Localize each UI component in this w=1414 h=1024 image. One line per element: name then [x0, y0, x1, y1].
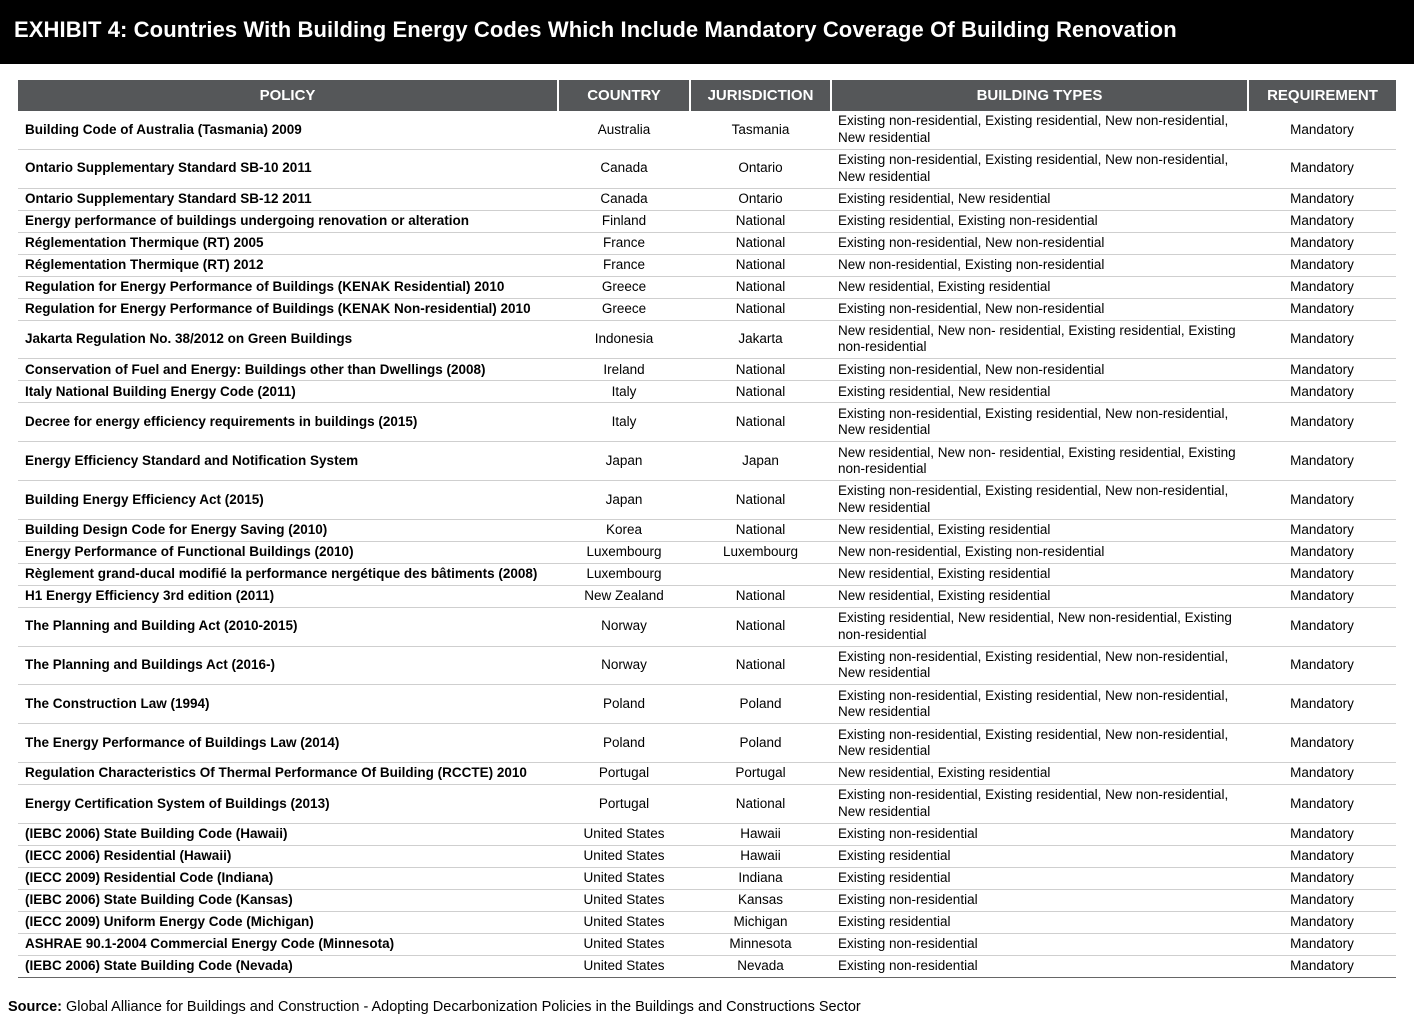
country-cell: Greece [558, 276, 690, 298]
jurisdiction-cell: Tasmania [690, 111, 831, 149]
jurisdiction-cell: Japan [690, 442, 831, 481]
requirement-cell: Mandatory [1248, 519, 1396, 541]
building-types-cell: Existing non-residential, New non-residential [831, 359, 1248, 381]
building-types-cell: Existing residential, New residential, New non-residential, Existing non-residential [831, 607, 1248, 646]
table-row [18, 320, 1396, 359]
requirement-cell: Mandatory [1248, 403, 1396, 442]
building-types-cell: Existing non-residential, New non-residential [831, 298, 1248, 320]
source-label: Source: [8, 999, 62, 1015]
requirement-cell: Mandatory [1248, 480, 1396, 519]
table-row [18, 845, 1396, 867]
policy-cell: Conservation of Fuel and Energy: Buildings other than Dwellings (2008) [18, 359, 558, 381]
jurisdiction-cell: National [690, 232, 831, 254]
table-row [18, 646, 1396, 685]
jurisdiction-cell: Minnesota [690, 933, 831, 955]
country-cell: United States [558, 867, 690, 889]
building-types-cell: Existing non-residential, Existing residential, New non-residential, New residential [831, 403, 1248, 442]
table-row [18, 403, 1396, 442]
policy-cell: Energy Performance of Functional Buildings (2010) [18, 541, 558, 563]
building-types-cell: Existing non-residential, Existing residential, New non-residential, New residential [831, 724, 1248, 763]
table-row [18, 298, 1396, 320]
building-types-cell: Existing non-residential [831, 933, 1248, 955]
building-types-cell: Existing non-residential, New non-residential [831, 232, 1248, 254]
requirement-cell: Mandatory [1248, 607, 1396, 646]
policy-cell: The Planning and Buildings Act (2016-) [18, 646, 558, 685]
table-row [18, 254, 1396, 276]
table-row [18, 685, 1396, 724]
jurisdiction-cell: National [690, 480, 831, 519]
page-title: EXHIBIT 4: Countries With Building Energy Codes Which Include Mandatory Coverage Of Building Renovation [14, 17, 1177, 42]
country-cell: United States [558, 933, 690, 955]
country-cell: Portugal [558, 762, 690, 784]
table-row [18, 359, 1396, 381]
table-row [18, 911, 1396, 933]
requirement-cell: Mandatory [1248, 724, 1396, 763]
policy-cell: (IEBC 2006) State Building Code (Kansas) [18, 889, 558, 911]
building-types-cell: Existing non-residential [831, 955, 1248, 977]
policy-cell: Regulation for Energy Performance of Buildings (KENAK Non-residential) 2010 [18, 298, 558, 320]
policy-cell: (IEBC 2006) State Building Code (Nevada) [18, 955, 558, 977]
header-country: COUNTRY [558, 80, 690, 111]
title-bar [0, 0, 1414, 64]
policy-cell: Règlement grand-ducal modifié la performance nergétique des bâtiments (2008) [18, 563, 558, 585]
country-cell: Indonesia [558, 320, 690, 359]
table-row [18, 210, 1396, 232]
jurisdiction-cell: National [690, 210, 831, 232]
policy-cell: Decree for energy efficiency requirements in buildings (2015) [18, 403, 558, 442]
country-cell: Finland [558, 210, 690, 232]
table-row [18, 889, 1396, 911]
table-row [18, 541, 1396, 563]
requirement-cell: Mandatory [1248, 889, 1396, 911]
country-cell: Greece [558, 298, 690, 320]
requirement-cell: Mandatory [1248, 320, 1396, 359]
table-row [18, 607, 1396, 646]
requirement-cell: Mandatory [1248, 210, 1396, 232]
source-text: Global Alliance for Buildings and Construction - Adopting Decarbonization Policies in the Buildings and Constructions Sector [66, 999, 861, 1015]
policy-cell: Energy Efficiency Standard and Notification System [18, 442, 558, 481]
policy-cell: (IECC 2009) Residential Code (Indiana) [18, 867, 558, 889]
policy-cell: (IECC 2006) Residential (Hawaii) [18, 845, 558, 867]
building-types-cell: New residential, Existing residential [831, 762, 1248, 784]
country-cell: Canada [558, 149, 690, 188]
building-types-cell: Existing non-residential, Existing residential, New non-residential, New residential [831, 149, 1248, 188]
jurisdiction-cell: National [690, 254, 831, 276]
country-cell: Poland [558, 685, 690, 724]
country-cell: United States [558, 911, 690, 933]
country-cell: Poland [558, 724, 690, 763]
requirement-cell: Mandatory [1248, 298, 1396, 320]
header-requirement: REQUIREMENT [1248, 80, 1396, 111]
jurisdiction-cell: National [690, 276, 831, 298]
table-row [18, 867, 1396, 889]
table-row [18, 519, 1396, 541]
jurisdiction-cell: Nevada [690, 955, 831, 977]
building-types-cell: Existing residential [831, 845, 1248, 867]
table-row [18, 724, 1396, 763]
building-types-cell: Existing non-residential, Existing residential, New non-residential, New residential [831, 784, 1248, 823]
jurisdiction-cell: Kansas [690, 889, 831, 911]
requirement-cell: Mandatory [1248, 955, 1396, 977]
table-row [18, 933, 1396, 955]
requirement-cell: Mandatory [1248, 276, 1396, 298]
jurisdiction-cell: National [690, 607, 831, 646]
table-row [18, 276, 1396, 298]
header-policy: POLICY [18, 80, 558, 111]
jurisdiction-cell: National [690, 585, 831, 607]
building-types-cell: New residential, Existing residential [831, 585, 1248, 607]
requirement-cell: Mandatory [1248, 685, 1396, 724]
policy-cell: Ontario Supplementary Standard SB-12 2011 [18, 188, 558, 210]
building-types-cell: Existing residential, Existing non-residential [831, 210, 1248, 232]
country-cell: France [558, 254, 690, 276]
jurisdiction-cell: Hawaii [690, 845, 831, 867]
country-cell: Japan [558, 442, 690, 481]
policy-cell: The Energy Performance of Buildings Law (2014) [18, 724, 558, 763]
requirement-cell: Mandatory [1248, 585, 1396, 607]
country-cell: United States [558, 845, 690, 867]
policy-cell: (IECC 2009) Uniform Energy Code (Michigan) [18, 911, 558, 933]
policy-cell: Regulation for Energy Performance of Buildings (KENAK Residential) 2010 [18, 276, 558, 298]
building-types-cell: Existing non-residential, Existing residential, New non-residential, New residential [831, 480, 1248, 519]
policy-cell: Energy performance of buildings undergoing renovation or alteration [18, 210, 558, 232]
policy-cell: Italy National Building Energy Code (2011) [18, 381, 558, 403]
requirement-cell: Mandatory [1248, 188, 1396, 210]
jurisdiction-cell: Luxembourg [690, 541, 831, 563]
table-row [18, 823, 1396, 845]
jurisdiction-cell: Poland [690, 724, 831, 763]
requirement-cell: Mandatory [1248, 845, 1396, 867]
source-note [8, 999, 861, 1015]
country-cell: Italy [558, 381, 690, 403]
jurisdiction-cell: Ontario [690, 149, 831, 188]
table-header-row [18, 80, 1396, 111]
country-cell: Norway [558, 607, 690, 646]
building-types-cell: New residential, New non- residential, Existing residential, Existing non-residential [831, 320, 1248, 359]
building-types-cell: Existing non-residential, Existing residential, New non-residential, New residential [831, 646, 1248, 685]
jurisdiction-cell: Hawaii [690, 823, 831, 845]
country-cell: Ireland [558, 359, 690, 381]
requirement-cell: Mandatory [1248, 933, 1396, 955]
country-cell: United States [558, 823, 690, 845]
policy-cell: H1 Energy Efficiency 3rd edition (2011) [18, 585, 558, 607]
jurisdiction-cell: Portugal [690, 762, 831, 784]
jurisdiction-cell: Jakarta [690, 320, 831, 359]
jurisdiction-cell: National [690, 298, 831, 320]
requirement-cell: Mandatory [1248, 254, 1396, 276]
jurisdiction-cell: Michigan [690, 911, 831, 933]
country-cell: Australia [558, 111, 690, 149]
country-cell: Korea [558, 519, 690, 541]
country-cell: United States [558, 955, 690, 977]
country-cell: Norway [558, 646, 690, 685]
policy-cell: Regulation Characteristics Of Thermal Performance Of Building (RCCTE) 2010 [18, 762, 558, 784]
jurisdiction-cell [690, 563, 831, 585]
country-cell: United States [558, 889, 690, 911]
requirement-cell: Mandatory [1248, 381, 1396, 403]
header-jurisdiction: JURISDICTION [690, 80, 831, 111]
requirement-cell: Mandatory [1248, 359, 1396, 381]
requirement-cell: Mandatory [1248, 823, 1396, 845]
policy-cell: Building Code of Australia (Tasmania) 2009 [18, 111, 558, 149]
policy-cell: ASHRAE 90.1-2004 Commercial Energy Code (Minnesota) [18, 933, 558, 955]
policy-cell: Energy Certification System of Buildings (2013) [18, 784, 558, 823]
jurisdiction-cell: National [690, 784, 831, 823]
requirement-cell: Mandatory [1248, 646, 1396, 685]
jurisdiction-cell: Ontario [690, 188, 831, 210]
table-row [18, 232, 1396, 254]
building-types-cell: New non-residential, Existing non-residential [831, 541, 1248, 563]
building-types-cell: Existing non-residential, Existing residential, New non-residential, New residential [831, 111, 1248, 149]
building-types-cell: Existing residential, New residential [831, 188, 1248, 210]
building-types-cell: Existing residential [831, 867, 1248, 889]
requirement-cell: Mandatory [1248, 149, 1396, 188]
table-row [18, 381, 1396, 403]
building-types-cell: New residential, Existing residential [831, 563, 1248, 585]
table-row [18, 188, 1396, 210]
table-row [18, 762, 1396, 784]
building-types-cell: Existing non-residential [831, 889, 1248, 911]
policy-cell: Building Design Code for Energy Saving (2010) [18, 519, 558, 541]
jurisdiction-cell: National [690, 519, 831, 541]
building-types-cell: New non-residential, Existing non-residential [831, 254, 1248, 276]
policy-cell: (IEBC 2006) State Building Code (Hawaii) [18, 823, 558, 845]
building-types-cell: New residential, Existing residential [831, 276, 1248, 298]
jurisdiction-cell: National [690, 403, 831, 442]
table-row [18, 563, 1396, 585]
requirement-cell: Mandatory [1248, 442, 1396, 481]
country-cell: France [558, 232, 690, 254]
table-body [18, 111, 1396, 977]
requirement-cell: Mandatory [1248, 232, 1396, 254]
country-cell: Portugal [558, 784, 690, 823]
requirement-cell: Mandatory [1248, 563, 1396, 585]
country-cell: Luxembourg [558, 563, 690, 585]
country-cell: Japan [558, 480, 690, 519]
table-row [18, 442, 1396, 481]
requirement-cell: Mandatory [1248, 762, 1396, 784]
policy-table-container [18, 80, 1396, 978]
policy-cell: Réglementation Thermique (RT) 2012 [18, 254, 558, 276]
requirement-cell: Mandatory [1248, 911, 1396, 933]
building-types-cell: New residential, Existing residential [831, 519, 1248, 541]
requirement-cell: Mandatory [1248, 867, 1396, 889]
policy-cell: The Planning and Building Act (2010-2015) [18, 607, 558, 646]
country-cell: Canada [558, 188, 690, 210]
building-types-cell: Existing residential, New residential [831, 381, 1248, 403]
jurisdiction-cell: National [690, 381, 831, 403]
country-cell: Luxembourg [558, 541, 690, 563]
policy-cell: Jakarta Regulation No. 38/2012 on Green Buildings [18, 320, 558, 359]
jurisdiction-cell: Poland [690, 685, 831, 724]
table-row [18, 480, 1396, 519]
jurisdiction-cell: National [690, 646, 831, 685]
policy-cell: Ontario Supplementary Standard SB-10 2011 [18, 149, 558, 188]
requirement-cell: Mandatory [1248, 784, 1396, 823]
table-row [18, 149, 1396, 188]
country-cell: New Zealand [558, 585, 690, 607]
building-types-cell: Existing non-residential [831, 823, 1248, 845]
table-row [18, 585, 1396, 607]
header-building-types: BUILDING TYPES [831, 80, 1248, 111]
requirement-cell: Mandatory [1248, 111, 1396, 149]
building-types-cell: New residential, New non- residential, Existing residential, Existing non-residential [831, 442, 1248, 481]
jurisdiction-cell: National [690, 359, 831, 381]
requirement-cell: Mandatory [1248, 541, 1396, 563]
policy-cell: Réglementation Thermique (RT) 2005 [18, 232, 558, 254]
policy-cell: The Construction Law (1994) [18, 685, 558, 724]
table-row [18, 784, 1396, 823]
policy-table [18, 80, 1396, 978]
building-types-cell: Existing non-residential, Existing residential, New non-residential, New residential [831, 685, 1248, 724]
table-row [18, 111, 1396, 149]
country-cell: Italy [558, 403, 690, 442]
table-row [18, 955, 1396, 977]
building-types-cell: Existing residential [831, 911, 1248, 933]
jurisdiction-cell: Indiana [690, 867, 831, 889]
policy-cell: Building Energy Efficiency Act (2015) [18, 480, 558, 519]
